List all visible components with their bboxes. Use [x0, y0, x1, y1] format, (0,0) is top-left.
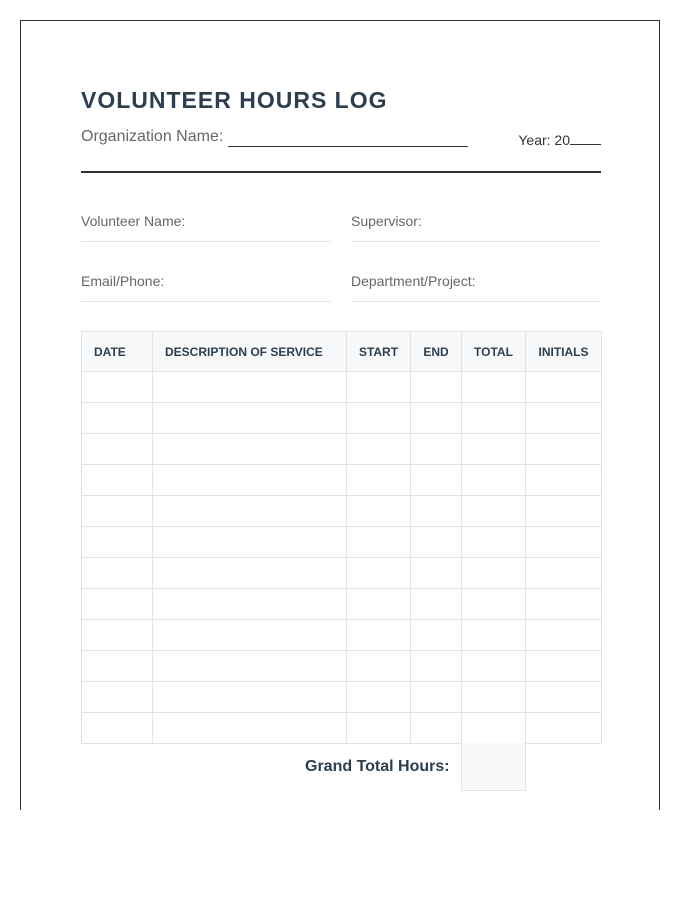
email-phone-field[interactable]	[81, 261, 331, 302]
total-cell[interactable]	[462, 682, 526, 713]
email-phone-label: Email/Phone:	[81, 273, 165, 289]
initials-cell[interactable]	[526, 527, 602, 558]
table-header-row	[82, 332, 602, 372]
total-cell[interactable]	[462, 465, 526, 496]
organization-name-field[interactable]	[228, 146, 468, 147]
description-cell[interactable]	[153, 372, 347, 403]
date-cell[interactable]	[82, 496, 153, 527]
table-row	[82, 403, 602, 434]
organization-row	[81, 128, 601, 152]
initials-cell[interactable]	[526, 558, 602, 589]
supervisor-field[interactable]	[351, 201, 601, 242]
column-header-initials: INITIALS	[526, 332, 602, 372]
start-cell[interactable]	[347, 434, 411, 465]
description-cell[interactable]	[153, 496, 347, 527]
start-cell[interactable]	[347, 496, 411, 527]
initials-cell[interactable]	[526, 620, 602, 651]
hours-log-table	[81, 331, 602, 744]
start-cell[interactable]	[347, 620, 411, 651]
table-row	[82, 527, 602, 558]
year-field[interactable]	[518, 132, 601, 148]
date-cell[interactable]	[82, 403, 153, 434]
total-cell[interactable]	[462, 558, 526, 589]
end-cell[interactable]	[411, 434, 462, 465]
initials-cell[interactable]	[526, 372, 602, 403]
organization-label: Organization Name:	[81, 128, 224, 145]
date-cell[interactable]	[82, 589, 153, 620]
start-cell[interactable]	[347, 589, 411, 620]
grand-total-field[interactable]	[461, 743, 526, 791]
total-cell[interactable]	[462, 651, 526, 682]
start-cell[interactable]	[347, 527, 411, 558]
total-cell[interactable]	[462, 403, 526, 434]
description-cell[interactable]	[153, 682, 347, 713]
start-cell[interactable]	[347, 372, 411, 403]
column-header-total: TOTAL	[462, 332, 526, 372]
initials-cell[interactable]	[526, 434, 602, 465]
header-divider	[81, 171, 601, 173]
end-cell[interactable]	[411, 682, 462, 713]
description-cell[interactable]	[153, 651, 347, 682]
description-cell[interactable]	[153, 589, 347, 620]
end-cell[interactable]	[411, 403, 462, 434]
year-label: Year: 20	[518, 132, 570, 148]
volunteer-name-label: Volunteer Name:	[81, 213, 186, 229]
end-cell[interactable]	[411, 651, 462, 682]
column-header-description: DESCRIPTION OF SERVICE	[153, 332, 347, 372]
start-cell[interactable]	[347, 558, 411, 589]
date-cell[interactable]	[82, 372, 153, 403]
description-cell[interactable]	[153, 434, 347, 465]
description-cell[interactable]	[153, 620, 347, 651]
column-header-end: END	[411, 332, 462, 372]
initials-cell[interactable]	[526, 713, 602, 744]
total-cell[interactable]	[462, 527, 526, 558]
initials-cell[interactable]	[526, 403, 602, 434]
table-row	[82, 372, 602, 403]
table-row	[82, 713, 602, 744]
end-cell[interactable]	[411, 465, 462, 496]
department-project-label: Department/Project:	[351, 273, 476, 289]
description-cell[interactable]	[153, 403, 347, 434]
description-cell[interactable]	[153, 713, 347, 744]
date-cell[interactable]	[82, 713, 153, 744]
date-cell[interactable]	[82, 651, 153, 682]
table-row	[82, 589, 602, 620]
initials-cell[interactable]	[526, 496, 602, 527]
initials-cell[interactable]	[526, 682, 602, 713]
log-sheet	[20, 20, 660, 810]
end-cell[interactable]	[411, 372, 462, 403]
form-title: VOLUNTEER HOURS LOG	[81, 87, 388, 113]
year-blank[interactable]	[570, 134, 601, 145]
table-row	[82, 434, 602, 465]
table-row	[82, 558, 602, 589]
date-cell[interactable]	[82, 434, 153, 465]
end-cell[interactable]	[411, 496, 462, 527]
start-cell[interactable]	[347, 682, 411, 713]
volunteer-name-field[interactable]	[81, 201, 331, 242]
total-cell[interactable]	[462, 713, 526, 744]
date-cell[interactable]	[82, 620, 153, 651]
initials-cell[interactable]	[526, 465, 602, 496]
table-row	[82, 682, 602, 713]
supervisor-label: Supervisor:	[351, 213, 422, 229]
description-cell[interactable]	[153, 527, 347, 558]
column-header-date: DATE	[82, 332, 153, 372]
description-cell[interactable]	[153, 465, 347, 496]
table-row	[82, 496, 602, 527]
total-cell[interactable]	[462, 589, 526, 620]
start-cell[interactable]	[347, 713, 411, 744]
end-cell[interactable]	[411, 558, 462, 589]
date-cell[interactable]	[82, 465, 153, 496]
total-cell[interactable]	[462, 372, 526, 403]
table-row	[82, 620, 602, 651]
end-cell[interactable]	[411, 713, 462, 744]
end-cell[interactable]	[411, 589, 462, 620]
column-header-start: START	[347, 332, 411, 372]
date-cell[interactable]	[82, 527, 153, 558]
grand-total-label: Grand Total Hours:	[305, 758, 450, 775]
start-cell[interactable]	[347, 403, 411, 434]
end-cell[interactable]	[411, 527, 462, 558]
table-row	[82, 651, 602, 682]
total-cell[interactable]	[462, 620, 526, 651]
department-project-field[interactable]	[351, 261, 601, 302]
date-cell[interactable]	[82, 682, 153, 713]
table-body	[82, 372, 602, 744]
start-cell[interactable]	[347, 465, 411, 496]
table-row	[82, 465, 602, 496]
end-cell[interactable]	[411, 620, 462, 651]
total-cell[interactable]	[462, 434, 526, 465]
start-cell[interactable]	[347, 651, 411, 682]
total-cell[interactable]	[462, 496, 526, 527]
initials-cell[interactable]	[526, 651, 602, 682]
date-cell[interactable]	[82, 558, 153, 589]
initials-cell[interactable]	[526, 589, 602, 620]
description-cell[interactable]	[153, 558, 347, 589]
